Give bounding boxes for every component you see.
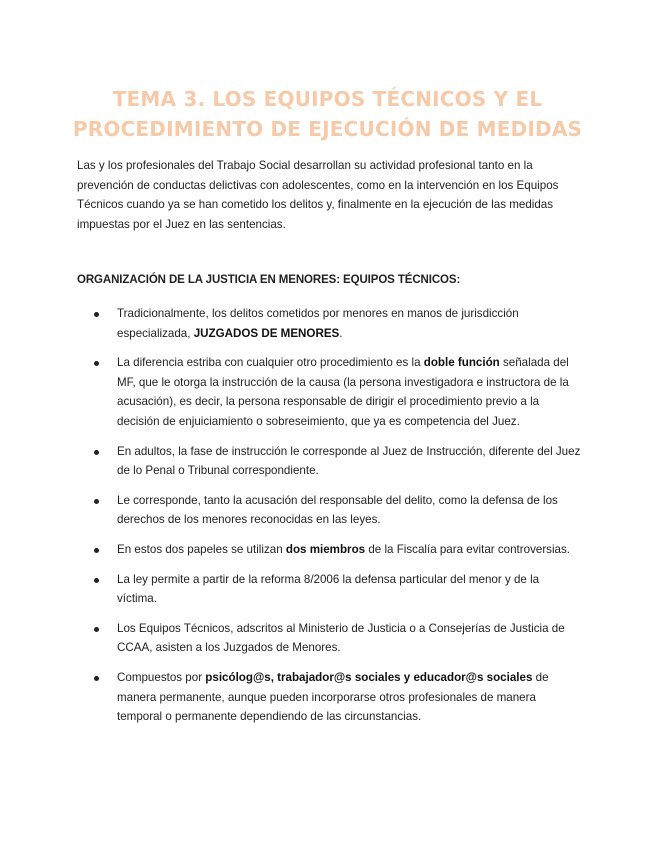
bullet-dot-icon <box>94 676 99 681</box>
bullet-item <box>77 491 582 530</box>
bullet-text-end: de manera permanente, aunque pueden incorporarse otros profesionales de manera temporal o permanente dependiendo de las circunstancias. <box>117 670 549 724</box>
bullet-item <box>77 540 582 560</box>
bullet-text-end: de la Fiscalía para evitar controversias. <box>365 542 571 556</box>
bullet-text: La ley permite a partir de la reforma 8/2006 la defensa particular del menor y de la víctima. <box>117 572 540 606</box>
bullet-list <box>77 304 582 737</box>
bullet-item <box>77 353 582 431</box>
bullet-dot-icon <box>94 627 99 632</box>
bullet-bold-text: dos miembros <box>285 542 366 556</box>
bullet-text-end: . <box>339 326 343 340</box>
bullet-text: En estos dos papeles se utilizan <box>117 542 286 556</box>
bullet-text: Tradicionalmente, los delitos cometidos por menores en manos de jurisdicción especializada, <box>117 307 519 340</box>
bullet-bold-text: JUZGADOS DE MENORES <box>193 326 340 340</box>
bullet-dot-icon <box>94 548 99 553</box>
bullet-item <box>77 442 582 481</box>
bullet-item <box>77 570 582 609</box>
bullet-text: La diferencia estriba con cualquier otro procedimiento es la <box>117 356 424 370</box>
bullet-bold-text: doble función <box>423 356 500 370</box>
bullet-text: Le corresponde, tanto la acusación del responsable del delito, como la defensa de los derechos de los menores reconocidas en las leyes. <box>117 493 558 527</box>
bullet-dot-icon <box>94 361 99 366</box>
bullet-text: Los Equipos Técnicos, adscritos al Ministerio de Justicia o a Consejerías de Justicia de CCAA, asisten a los Juzgados de Menores. <box>117 621 565 655</box>
bullet-text-end: señalada del MF, que le otorga la instrucción de la causa (la persona investigadora e instructora de la acusación), es decir, la persona responsable de dirigir el procedimiento previo a la decisión de enjuiciamiento o sobreseimiento, que ya es competencia del Juez. <box>117 356 569 428</box>
bullet-item <box>77 668 582 727</box>
document-title: TEMA 3. LOS EQUIPOS TÉCNICOS Y EL PROCEDIMIENTO DE EJECUCIÓN DE MEDIDAS <box>72 87 583 141</box>
bullet-dot-icon <box>94 312 99 317</box>
bullet-item <box>77 619 582 658</box>
section-heading: ORGANIZACIÓN DE LA JUSTICIA EN MENORES: EQUIPOS TÉCNICOS: <box>77 274 461 286</box>
bullet-text: Compuestos por <box>117 670 206 684</box>
bullet-dot-icon <box>94 499 99 504</box>
bullet-text: En adultos, la fase de instrucción le corresponde al Juez de Instrucción, diferente del Juez de lo Penal o Tribunal correspondiente. <box>117 444 581 478</box>
bullet-item <box>77 304 582 343</box>
intro-paragraph: Las y los profesionales del Trabajo Social desarrollan su actividad profesional tanto en la prevención de conductas delictivas con adolescentes, como en la intervención en los Equipos Técnicos cuando ya se han cometido los delitos y, finalmente en la ejecución de las medidas impuestas por el Juez en las sentencias. <box>77 159 559 232</box>
bullet-dot-icon <box>94 578 99 583</box>
bullet-dot-icon <box>94 450 99 455</box>
bullet-bold-text: psicólog@s, trabajador@s sociales y educador@s sociales <box>205 670 533 684</box>
